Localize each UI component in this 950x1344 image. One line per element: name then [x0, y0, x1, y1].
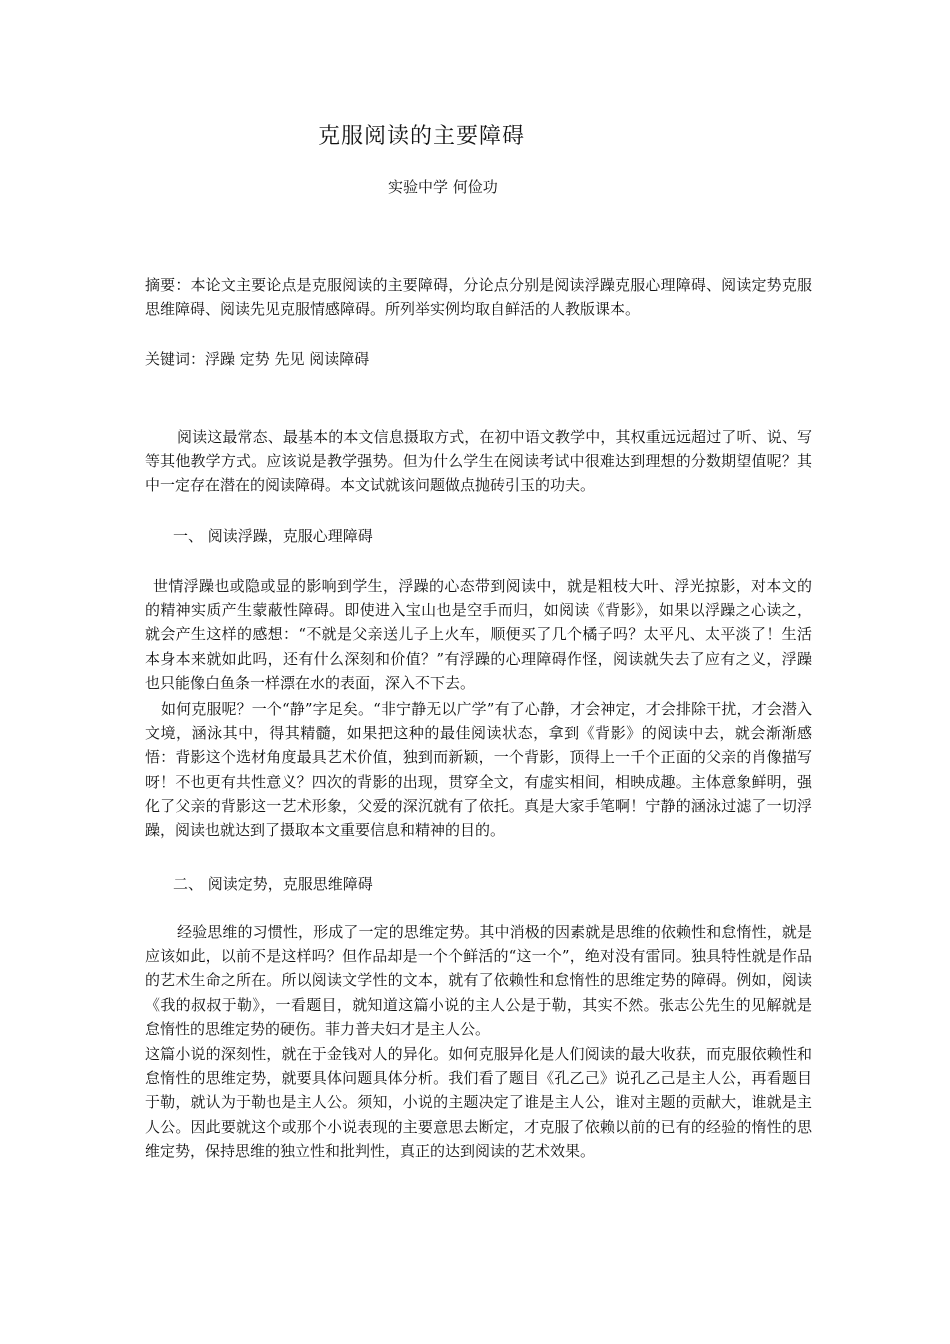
section-2-heading: 二、 阅读定势，克服思维障碍: [173, 875, 373, 893]
keywords-line: 关键词：浮躁 定势 先见 阅读障碍: [145, 350, 370, 368]
document-title: 克服阅读的主要障碍: [318, 124, 526, 149]
section-1-paragraph-2: 如何克服呢？一个“静”字足矣。“非宁静无以广学”有了心静，才会神定，才会排除干扰，才会潜入文境，涵泳其中，得其精髓，如果把这种的最佳阅读状态，拿到《背影》的阅读中去，就会渐渐感悟：背影这个选材角度最具艺术价值，独到而新颖，一个背影，顶得上一千个正面的父亲的肖像描写呀！不也更有共性意义？四次的背影的出现，贯穿全文，有虚实相间，相映成趣。主体意象鲜明，强化了父亲的背影这一艺术形象，父爱的深沉就有了依托。真是大家手笔啊！宁静的涵泳过滤了一切浮躁，阅读也就达到了摄取本文重要信息和精神的目的。: [145, 700, 812, 840]
section-1-heading: 一、 阅读浮躁，克服心理障碍: [173, 527, 373, 545]
intro-paragraph: 阅读这最常态、最基本的本文信息摄取方式，在初中语文教学中，其权重远远超过了听、说、写等其他教学方式。应该说是教学强势。但为什么学生在阅读考试中很难达到理想的分数期望值呢？其中一定存在潜在的阅读障碍。本文试就该问题做点抛砖引玉的功夫。: [145, 428, 812, 495]
abstract-paragraph: 摘要：本论文主要论点是克服阅读的主要障碍，分论点分别是阅读浮躁克服心理障碍、阅读定势克服思维障碍、阅读先见克服情感障碍。所列举实例均取自鲜活的人教版课本。: [145, 276, 812, 319]
section-2-paragraph-1: 经验思维的习惯性，形成了一定的思维定势。其中消极的因素就是思维的依赖性和怠惰性，就是应该如此，以前不是这样吗？但作品却是一个个鲜活的“这一个”，绝对没有雷同。独具特性就是作品的艺术生命之所在。所以阅读文学性的文本，就有了依赖性和怠惰性的思维定势的障碍。例如，阅读《我的叔叔于勒》，一看题目，就知道这篇小说的主人公是于勒，其实不然。张志公先生的见解就是怠惰性的思维定势的硬伤。菲力普夫妇才是主人公。: [145, 923, 812, 1038]
section-1-paragraph-1: 世情浮躁也或隐或显的影响到学生，浮躁的心态带到阅读中，就是粗枝大叶、浮光掠影，对本文的的精神实质产生蒙蔽性障碍。即使进入宝山也是空手而归，如阅读《背影》，如果以浮躁之心读之，就会产生这样的感想：“不就是父亲送儿子上火车，顺便买了几个橘子吗？太平凡、太平淡了！生活本身本来就如此吗，还有什么深刻和价值？”有浮躁的心理障碍作怪，阅读就失去了应有之义，浮躁也只能像白鱼条一样漂在水的表面，深入不下去。: [145, 577, 812, 692]
document-author: 实验中学 何俭功: [388, 178, 498, 196]
section-2-paragraph-2: 这篇小说的深刻性，就在于金钱对人的异化。如何克服异化是人们阅读的最大收获，而克服依赖性和怠惰性的思维定势，就要具体问题具体分析。我们看了题目《孔乙己》说孔乙己是主人公，再看题目于勒，就认为于勒也是主人公。须知，小说的主题决定了谁是主人公，谁对主题的贡献大，谁就是主人公。因此要就这个或那个小说表现的主要意思去断定，才克服了依赖以前的已有的经验的惰性的思维定势，保持思维的独立性和批判性，真正的达到阅读的艺术效果。: [145, 1045, 812, 1160]
